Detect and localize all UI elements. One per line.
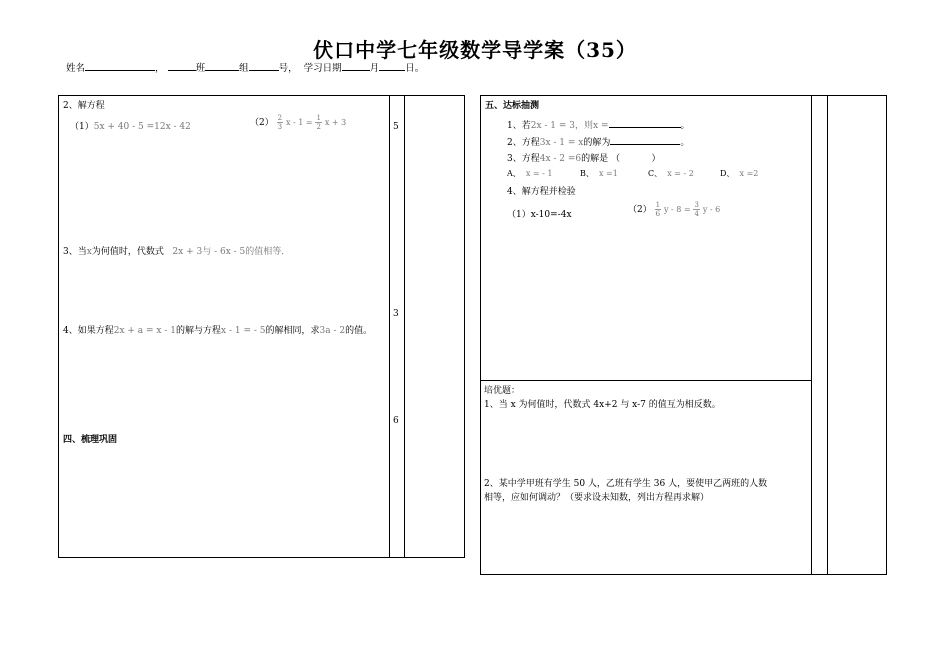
month-blank[interactable] <box>342 60 370 71</box>
name-label: 姓名 <box>66 63 86 74</box>
choice-b[interactable]: B、 x =1 <box>580 169 618 178</box>
month-label: 月 <box>369 63 380 74</box>
date-label: 学习日期 <box>303 63 342 74</box>
q4-2-fraction-2: $\frac{3}{4}$ <box>694 201 699 218</box>
right-question-4-2: （2） $\frac{1}{6}$ y - 8 = $\frac{3}{4}$ y - 6 <box>628 201 721 218</box>
number-label: 号， <box>278 63 298 74</box>
right-question-2: 2、方程3x - 1 = x的解为 。 <box>507 135 689 148</box>
group-blank[interactable] <box>205 60 239 71</box>
answer-blank-1[interactable] <box>609 118 681 128</box>
eq1-label: （1） <box>70 122 94 132</box>
name-blank[interactable] <box>85 60 155 71</box>
question-3: 3、当x为何值时，代数式 2x + 3与 - 6x - 5的值相等． <box>63 247 291 257</box>
right-question-1: 1、若2x - 1 = 3，则x = 。 <box>507 118 690 131</box>
eq2-fraction-2: $\frac{1}{2}$ <box>316 114 321 131</box>
equation-2 <box>250 114 346 131</box>
margin-number-3: 6 <box>393 416 399 426</box>
extra-title: 培优题： <box>484 386 521 396</box>
right-divider-2 <box>827 95 828 575</box>
section5-title: 五、达标抽测 <box>485 101 540 111</box>
eq2-fraction-1: $\frac{2}{3}$ <box>277 114 283 131</box>
page-title: 伏口中学七年级数学导学案（35） <box>313 38 637 62</box>
right-section-divider <box>480 380 812 381</box>
number-blank[interactable] <box>249 60 279 71</box>
class-blank[interactable] <box>168 60 196 71</box>
margin-number-2: 3 <box>393 309 399 319</box>
section4-title: 四、梳理巩固 <box>63 435 118 445</box>
eq1-text: 5x + 40 - 5 =12x - 42 <box>93 122 191 132</box>
student-info-line <box>66 60 424 74</box>
eq2-mid: x - 1 = <box>285 118 313 127</box>
comma: ， <box>155 63 165 74</box>
left-divider-1 <box>389 95 390 558</box>
right-panel <box>480 95 887 575</box>
group-label: 组 <box>239 63 249 74</box>
eq2-end: x + 3 <box>324 118 347 127</box>
margin-number-1: 5 <box>393 122 399 132</box>
extra-question-2-line-1: 2、某中学甲班有学生 50 人，乙班有学生 36 人，要使甲乙两班的人数 <box>484 479 768 489</box>
extra-question-2-line-2: 相等，应如何调动？（要求设未知数，列出方程再求解） <box>484 493 710 503</box>
right-question-3: 3、方程4x - 2 =6的解是 （ ） <box>507 154 661 164</box>
day-blank[interactable] <box>379 60 405 71</box>
question-4: 4、如果方程2x + a = x - 1的解与方程x - 1 = - 5的解相同，求3a - 2的值。 <box>63 326 373 336</box>
left-divider-2 <box>404 95 405 558</box>
choice-d[interactable]: D、 x =2 <box>720 169 759 178</box>
eq2-label: （2） <box>250 118 274 128</box>
class-label: 班 <box>195 63 206 74</box>
right-divider-1 <box>811 95 812 575</box>
choice-a[interactable]: A、 x = - 1 <box>507 169 553 178</box>
right-question-4-1: （1）x-10=-4x <box>507 210 572 220</box>
day-label: 日。 <box>405 63 425 74</box>
right-question-4-title: 4、解方程并检验 <box>507 187 576 197</box>
equation-1 <box>70 119 191 132</box>
section2-title: 2、解方程 <box>63 101 105 111</box>
choice-c[interactable]: C、 x = - 2 <box>648 169 694 178</box>
q4-2-fraction-1: $\frac{1}{6}$ <box>655 201 661 218</box>
answer-blank-2[interactable] <box>610 135 680 145</box>
extra-question-1: 1、当 x 为何值时，代数式 4x+2 与 x-7 的值互为相反数。 <box>484 400 721 410</box>
